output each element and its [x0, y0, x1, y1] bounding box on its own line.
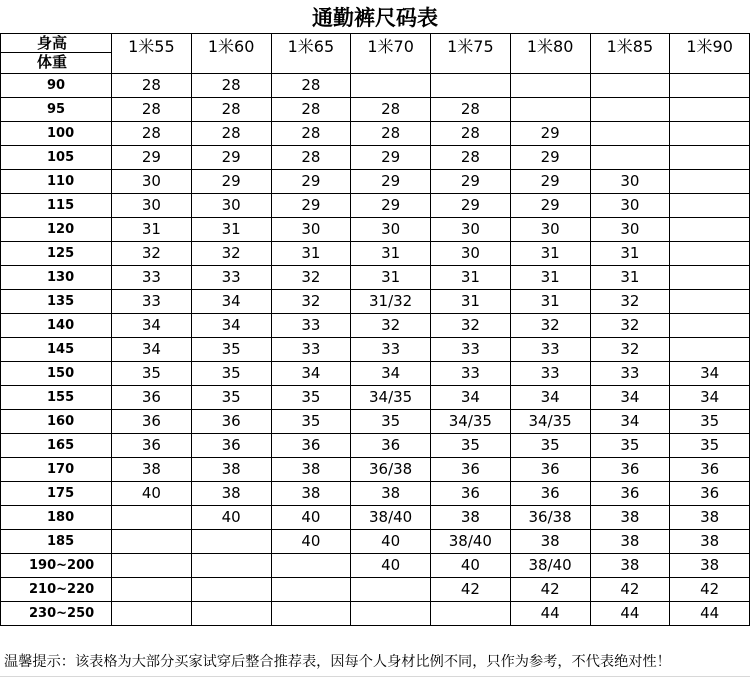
- size-cell: 29: [112, 146, 192, 170]
- table-row: [1, 434, 750, 458]
- size-cell: 40: [271, 506, 351, 530]
- size-cell: [510, 74, 590, 98]
- weight-cell: 210~220: [1, 578, 112, 602]
- size-cell: 38: [271, 482, 351, 506]
- size-cell: 28: [191, 74, 271, 98]
- table-row: [1, 506, 750, 530]
- size-cell: [670, 338, 750, 362]
- size-cell: [351, 74, 431, 98]
- size-cell: [590, 74, 670, 98]
- weight-cell: 230~250: [1, 602, 112, 626]
- table-row: [1, 218, 750, 242]
- size-cell: 28: [351, 98, 431, 122]
- size-cell: 28: [431, 98, 511, 122]
- size-cell: 42: [590, 578, 670, 602]
- table-row: [1, 410, 750, 434]
- size-cell: 28: [431, 146, 511, 170]
- size-cell: 35: [191, 386, 271, 410]
- size-cell: 34: [271, 362, 351, 386]
- size-cell: 32: [271, 290, 351, 314]
- size-cell: [112, 602, 192, 626]
- size-cell: 28: [271, 98, 351, 122]
- size-cell: [670, 98, 750, 122]
- size-cell: 44: [590, 602, 670, 626]
- footer-note: 温馨提示：该表格为大部分买家试穿后整合推荐表，因每个人身材比例不同，只作为参考，不代表绝对性！: [4, 654, 671, 670]
- size-cell: 38: [191, 458, 271, 482]
- weight-cell: 120: [1, 218, 112, 242]
- size-cell: 31: [351, 266, 431, 290]
- size-cell: 38/40: [351, 506, 431, 530]
- size-cell: [351, 578, 431, 602]
- table-row: [1, 122, 750, 146]
- size-cell: 31/32: [351, 290, 431, 314]
- size-cell: 33: [351, 338, 431, 362]
- weight-cell: 125: [1, 242, 112, 266]
- table-row: [1, 146, 750, 170]
- size-cell: 31: [271, 242, 351, 266]
- size-cell: 33: [510, 362, 590, 386]
- size-cell: 28: [271, 122, 351, 146]
- size-cell: 35: [670, 434, 750, 458]
- size-cell: 30: [431, 218, 511, 242]
- height-column-header: 1米60: [191, 34, 271, 74]
- sheet-gridline: [0, 676, 750, 688]
- height-column-header: 1米55: [112, 34, 192, 74]
- weight-cell: 160: [1, 410, 112, 434]
- size-cell: 31: [112, 218, 192, 242]
- size-cell: [191, 530, 271, 554]
- size-cell: 30: [590, 170, 670, 194]
- size-cell: 30: [191, 194, 271, 218]
- size-cell: 35: [351, 410, 431, 434]
- size-cell: 36: [590, 482, 670, 506]
- size-cell: 29: [431, 170, 511, 194]
- size-cell: 38/40: [431, 530, 511, 554]
- size-cell: 38: [590, 554, 670, 578]
- size-cell: [191, 578, 271, 602]
- table-row: [1, 578, 750, 602]
- height-column-header: 1米75: [431, 34, 511, 74]
- size-cell: 28: [431, 122, 511, 146]
- size-cell: 32: [590, 290, 670, 314]
- size-cell: [112, 530, 192, 554]
- header-row: [1, 34, 750, 74]
- size-cell: 36: [112, 410, 192, 434]
- size-cell: 36: [271, 434, 351, 458]
- size-chart-table: [0, 33, 750, 626]
- table-row: [1, 314, 750, 338]
- size-cell: [670, 194, 750, 218]
- size-cell: 36: [590, 458, 670, 482]
- weight-cell: 130: [1, 266, 112, 290]
- table-row: [1, 170, 750, 194]
- weight-cell: 190~200: [1, 554, 112, 578]
- table-row: [1, 242, 750, 266]
- weight-cell: 165: [1, 434, 112, 458]
- size-cell: 33: [431, 362, 511, 386]
- weight-cell: 95: [1, 98, 112, 122]
- size-cell: 31: [191, 218, 271, 242]
- size-cell: [670, 218, 750, 242]
- size-cell: [271, 554, 351, 578]
- corner-header-cell: [1, 34, 112, 74]
- size-cell: 38/40: [510, 554, 590, 578]
- size-cell: 40: [351, 530, 431, 554]
- table-row: [1, 530, 750, 554]
- size-cell: 36: [670, 458, 750, 482]
- size-cell: 29: [191, 170, 271, 194]
- table-row: [1, 194, 750, 218]
- table-row: [1, 290, 750, 314]
- size-cell: 32: [510, 314, 590, 338]
- size-cell: 31: [431, 290, 511, 314]
- height-column-header: 1米90: [670, 34, 750, 74]
- size-cell: 34: [191, 290, 271, 314]
- size-cell: 40: [351, 554, 431, 578]
- size-cell: [670, 314, 750, 338]
- size-cell: 40: [112, 482, 192, 506]
- size-cell: 33: [510, 338, 590, 362]
- size-cell: 34: [431, 386, 511, 410]
- size-cell: 38: [670, 530, 750, 554]
- size-cell: 40: [431, 554, 511, 578]
- size-cell: 29: [510, 122, 590, 146]
- height-column-header: 1米70: [351, 34, 431, 74]
- size-cell: 31: [510, 290, 590, 314]
- size-cell: 38: [670, 554, 750, 578]
- size-cell: [670, 266, 750, 290]
- size-cell: 35: [271, 410, 351, 434]
- size-cell: 34: [590, 410, 670, 434]
- table-row: [1, 362, 750, 386]
- weight-cell: 175: [1, 482, 112, 506]
- size-cell: 31: [590, 242, 670, 266]
- size-cell: 34: [670, 386, 750, 410]
- size-cell: 28: [271, 74, 351, 98]
- size-cell: 29: [191, 146, 271, 170]
- size-cell: [112, 554, 192, 578]
- table-body: [1, 74, 750, 626]
- weight-cell: 105: [1, 146, 112, 170]
- size-cell: 31: [510, 266, 590, 290]
- size-cell: 34: [112, 338, 192, 362]
- size-cell: 36/38: [510, 506, 590, 530]
- size-cell: 36: [510, 482, 590, 506]
- size-cell: [271, 578, 351, 602]
- size-cell: 42: [510, 578, 590, 602]
- table-row: [1, 338, 750, 362]
- size-cell: 33: [112, 290, 192, 314]
- size-cell: 44: [670, 602, 750, 626]
- size-cell: 29: [271, 170, 351, 194]
- height-column-header: 1米65: [271, 34, 351, 74]
- size-cell: [112, 578, 192, 602]
- size-cell: 36: [431, 458, 511, 482]
- size-cell: 34: [112, 314, 192, 338]
- size-cell: [431, 602, 511, 626]
- size-cell: 28: [112, 122, 192, 146]
- size-cell: [590, 146, 670, 170]
- size-cell: 28: [191, 98, 271, 122]
- size-cell: 31: [590, 266, 670, 290]
- size-cell: 28: [191, 122, 271, 146]
- size-cell: [670, 74, 750, 98]
- size-cell: [590, 98, 670, 122]
- size-cell: [191, 602, 271, 626]
- size-cell: 33: [112, 266, 192, 290]
- size-cell: [670, 290, 750, 314]
- size-cell: 42: [670, 578, 750, 602]
- size-cell: 31: [510, 242, 590, 266]
- size-cell: 33: [191, 266, 271, 290]
- size-cell: 34: [590, 386, 670, 410]
- size-cell: 34/35: [510, 410, 590, 434]
- size-cell: 32: [351, 314, 431, 338]
- size-cell: 38: [670, 506, 750, 530]
- size-cell: 33: [271, 338, 351, 362]
- size-cell: 44: [510, 602, 590, 626]
- size-cell: 33: [590, 362, 670, 386]
- size-cell: 30: [112, 194, 192, 218]
- weight-cell: 90: [1, 74, 112, 98]
- weight-cell: 100: [1, 122, 112, 146]
- size-cell: 34: [670, 362, 750, 386]
- size-cell: 35: [670, 410, 750, 434]
- size-cell: 29: [271, 194, 351, 218]
- chart-title: 通勤裤尺码表: [312, 6, 438, 30]
- table-row: [1, 602, 750, 626]
- size-cell: 34: [510, 386, 590, 410]
- size-cell: 30: [590, 194, 670, 218]
- size-cell: [670, 170, 750, 194]
- size-cell: 40: [191, 506, 271, 530]
- size-cell: 35: [191, 338, 271, 362]
- weight-cell: 145: [1, 338, 112, 362]
- size-cell: 36: [112, 434, 192, 458]
- weight-cell: 110: [1, 170, 112, 194]
- size-cell: 32: [590, 314, 670, 338]
- size-cell: 35: [510, 434, 590, 458]
- size-cell: 29: [351, 146, 431, 170]
- size-cell: 38: [271, 458, 351, 482]
- size-cell: 38: [112, 458, 192, 482]
- table-row: [1, 386, 750, 410]
- size-cell: 36: [670, 482, 750, 506]
- size-cell: 33: [431, 338, 511, 362]
- size-cell: 33: [271, 314, 351, 338]
- height-column-header: 1米85: [590, 34, 670, 74]
- size-cell: 38: [510, 530, 590, 554]
- weight-label: 体重: [1, 52, 111, 72]
- size-cell: 36: [191, 434, 271, 458]
- size-cell: 30: [590, 218, 670, 242]
- size-cell: 35: [191, 362, 271, 386]
- size-cell: 34: [191, 314, 271, 338]
- size-cell: 32: [271, 266, 351, 290]
- size-cell: [112, 506, 192, 530]
- size-cell: 34: [351, 362, 431, 386]
- size-cell: 34/35: [351, 386, 431, 410]
- size-cell: [431, 74, 511, 98]
- table-row: [1, 458, 750, 482]
- size-cell: 29: [431, 194, 511, 218]
- size-cell: [271, 602, 351, 626]
- size-cell: 35: [112, 362, 192, 386]
- weight-cell: 155: [1, 386, 112, 410]
- size-cell: [351, 602, 431, 626]
- size-cell: 28: [271, 146, 351, 170]
- size-cell: 36: [351, 434, 431, 458]
- size-cell: 28: [351, 122, 431, 146]
- table-row: [1, 554, 750, 578]
- size-cell: [191, 554, 271, 578]
- size-cell: 36: [112, 386, 192, 410]
- size-cell: 36: [510, 458, 590, 482]
- size-cell: 32: [191, 242, 271, 266]
- size-cell: 34/35: [431, 410, 511, 434]
- size-cell: 30: [112, 170, 192, 194]
- table-row: [1, 266, 750, 290]
- table-row: [1, 482, 750, 506]
- size-cell: 30: [431, 242, 511, 266]
- height-label: 身高: [37, 34, 68, 52]
- size-cell: 38: [590, 506, 670, 530]
- size-cell: [670, 146, 750, 170]
- size-cell: [510, 98, 590, 122]
- size-cell: 32: [590, 338, 670, 362]
- size-cell: 28: [112, 98, 192, 122]
- size-cell: 30: [510, 218, 590, 242]
- table-row: [1, 74, 750, 98]
- size-cell: 35: [590, 434, 670, 458]
- weight-cell: 150: [1, 362, 112, 386]
- size-cell: 35: [431, 434, 511, 458]
- size-cell: [670, 242, 750, 266]
- size-cell: [590, 122, 670, 146]
- size-cell: 36: [191, 410, 271, 434]
- height-column-header: 1米80: [510, 34, 590, 74]
- size-cell: 42: [431, 578, 511, 602]
- table-row: [1, 98, 750, 122]
- size-cell: 28: [112, 74, 192, 98]
- size-cell: 31: [431, 266, 511, 290]
- size-cell: 38: [351, 482, 431, 506]
- size-cell: 30: [351, 218, 431, 242]
- size-cell: 32: [112, 242, 192, 266]
- weight-cell: 140: [1, 314, 112, 338]
- size-cell: 36/38: [351, 458, 431, 482]
- size-cell: 38: [431, 506, 511, 530]
- weight-cell: 170: [1, 458, 112, 482]
- size-cell: 31: [351, 242, 431, 266]
- size-cell: 30: [271, 218, 351, 242]
- weight-cell: 180: [1, 506, 112, 530]
- size-cell: 35: [271, 386, 351, 410]
- weight-cell: 115: [1, 194, 112, 218]
- size-cell: 29: [351, 170, 431, 194]
- size-cell: 29: [510, 194, 590, 218]
- size-cell: 40: [271, 530, 351, 554]
- weight-cell: 135: [1, 290, 112, 314]
- size-cell: 29: [510, 170, 590, 194]
- size-cell: 29: [351, 194, 431, 218]
- size-cell: 36: [431, 482, 511, 506]
- size-cell: 38: [191, 482, 271, 506]
- size-cell: 32: [431, 314, 511, 338]
- size-cell: 29: [510, 146, 590, 170]
- size-cell: [670, 122, 750, 146]
- weight-cell: 185: [1, 530, 112, 554]
- size-cell: 38: [590, 530, 670, 554]
